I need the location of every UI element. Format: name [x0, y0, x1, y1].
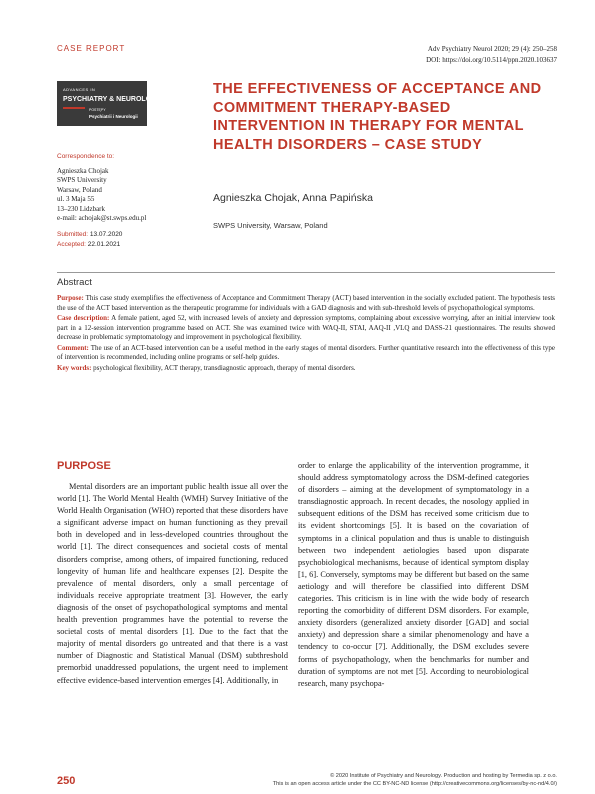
copyright-line: © 2020 Institute of Psychiatry and Neurology. Production and hosting by Termedia sp. z o.o.	[330, 773, 557, 779]
case-text: A female patient, aged 52, with increased levels of anxiety and depression symptoms, complaining about excessive worrying, after an initial interview took part in a 12-session intervention programme based on ACT. She was examined twice with WAQ-II, STAI, AAQ-II ,VLQ and DASS-21 questionnaires. The results showed decrease in problematic symptomatology and improvement in psychological flexibility.	[57, 314, 555, 341]
body-column-left: Mental disorders are an important public health issue all over the world [1]. The World Mental Health (WMH) Survey Initiative of the World Health Organisation (WHO) reported that these disorders have a significant adverse impact on human functioning as they prevail both in developed and in less-developed countries throughout the world [1]. The direct consequences and societal costs of mental disorders comprise, among others, of impaired functioning, reduced longevity of human life and healthcare expenses [2]. Despite the prevalence of mental disorders, only a small percentage of individuals receive appropriate treatment [3]. However, the early diagnosis of the onset of psychopathological symptoms and mental health prevention programmes have the potential to reverse the societal costs of mental disorders [1]. Due to the fact that the majority of mental disorders go untreated and that there is a vast number of Diagnostic and Statistical Manual (DSM) subthreshold premorbid unaddressed populations, the urgent need to implement effective evidence-based intervention emerges [4]. Additionally, in	[57, 482, 288, 685]
correspondence-line: ul. 3 Maja 55	[57, 195, 95, 204]
purpose-label: Purpose:	[57, 294, 84, 302]
correspondence-label: Correspondence to:	[57, 153, 115, 160]
accepted-label: Accepted:	[57, 241, 86, 248]
logo-small-mid: POSTĘPY	[89, 108, 106, 112]
affiliation: SWPS University, Warsaw, Poland	[213, 221, 328, 230]
correspondence-line: 13–230 Lidzbark	[57, 204, 106, 213]
submitted-label: Submitted:	[57, 231, 89, 238]
comment-label: Comment:	[57, 343, 89, 352]
correspondence-line: Agnieszka Chojak	[57, 167, 109, 175]
article-title: THE EFFECTIVENESS OF ACCEPTANCE AND COMMITMENT THERAPY-BASED INTERVENTION IN THERAPY FOR MENTAL HEALTH DISORDERS – CASE STUDY	[213, 81, 542, 153]
abstract-heading: Abstract	[57, 277, 92, 288]
abstract-divider	[57, 272, 555, 273]
body-column-right: order to enlarge the applicability of the intervention programme, it should address symptomatology across the DSM-defined categories of disorders – aiming at the development of symptomatology in a transdiagnostic approach. In recent decades, the nosology applied in subsequent editions of the DSM has received some criticism due to its evident shortcomings [5]. It is based on the covariation of symptoms in a clinical population and thus is unable to distinguish between two independent aetiologies based upon disparate psychobiological mechanisms, because of identical symptom display [1, 6]. Conversely, symptoms may be different but based on the same aetiology and will therefore be classified into different DSM categories. This criticism is in line with the wide body of research reporting the comorbidity of different DSM disorders. For example, anxiety disorders (generalized anxiety disorder [GAD] and social anxiety) and depression share a similar phenomenology and have a tendency to co-occur [7]. Additionally, the DSM excludes severe forms of psychopathology, when the benchmarks for number and duration of symptoms are not met [5]. According to neurobiological research, many psychopa-	[298, 461, 529, 688]
accepted-date: 22.01.2021	[87, 241, 121, 248]
correspondence-line: SWPS University	[57, 176, 107, 185]
logo-stripe	[63, 107, 85, 109]
abstract-body	[57, 294, 555, 374]
logo-sub: Psychiatrii i Neurologii	[89, 114, 138, 119]
purpose-text: This case study exemplifies the effectiveness of Acceptance and Commitment Therapy (ACT) based intervention in the socially excluded patient. The hypothesis tests the use of the ACT based intervention as the therapeutic programme for individuals with a GAD diagnosis and with sub-threshold levels of psychopathological symptoms.	[57, 294, 555, 312]
logo-small-top: ADVANCES IN	[63, 87, 96, 92]
doi[interactable]: DOI: https://doi.org/10.5114/ppn.2020.103637	[426, 56, 557, 64]
purpose-heading: PURPOSE	[57, 460, 111, 472]
journal-citation: Adv Psychiatry Neurol 2020; 29 (4): 250–258	[427, 45, 557, 53]
authors: Agnieszka Chojak, Anna Papińska	[213, 192, 373, 204]
page-number: 250	[57, 775, 76, 787]
case-label: Case description:	[57, 314, 110, 322]
journal-logo	[57, 81, 162, 126]
keywords-label: Key words:	[57, 363, 92, 372]
correspondence-block	[57, 167, 146, 223]
journal-reference	[426, 44, 557, 66]
footer-license	[273, 773, 557, 788]
comment-text: The use of an ACT-based intervention can be a useful method in the early stages of mental disorders. Further quantitative research into the effectiveness of this type of intervention is recommended, including online programs or self-help guides.	[57, 343, 556, 361]
section-label: CASE REPORT	[57, 44, 126, 53]
submitted-date: 13.07.2020	[89, 231, 123, 238]
logo-main: PSYCHIATRY & NEUROLOGY	[63, 96, 162, 103]
license-line[interactable]: This is an open access article under the CC BY-NC-ND license (http://creativecommons.org/licenses/by-nc-nd/4.0/)	[272, 780, 557, 787]
correspondence-line: Warsaw, Poland	[57, 185, 102, 194]
keywords-text: psychological flexibility, ACT therapy, transdiagnostic approach, therapy of mental disorders.	[93, 363, 356, 372]
correspondence-email[interactable]: e-mail: achojak@st.swps.edu.pl	[57, 214, 147, 223]
dates-block	[57, 230, 122, 250]
